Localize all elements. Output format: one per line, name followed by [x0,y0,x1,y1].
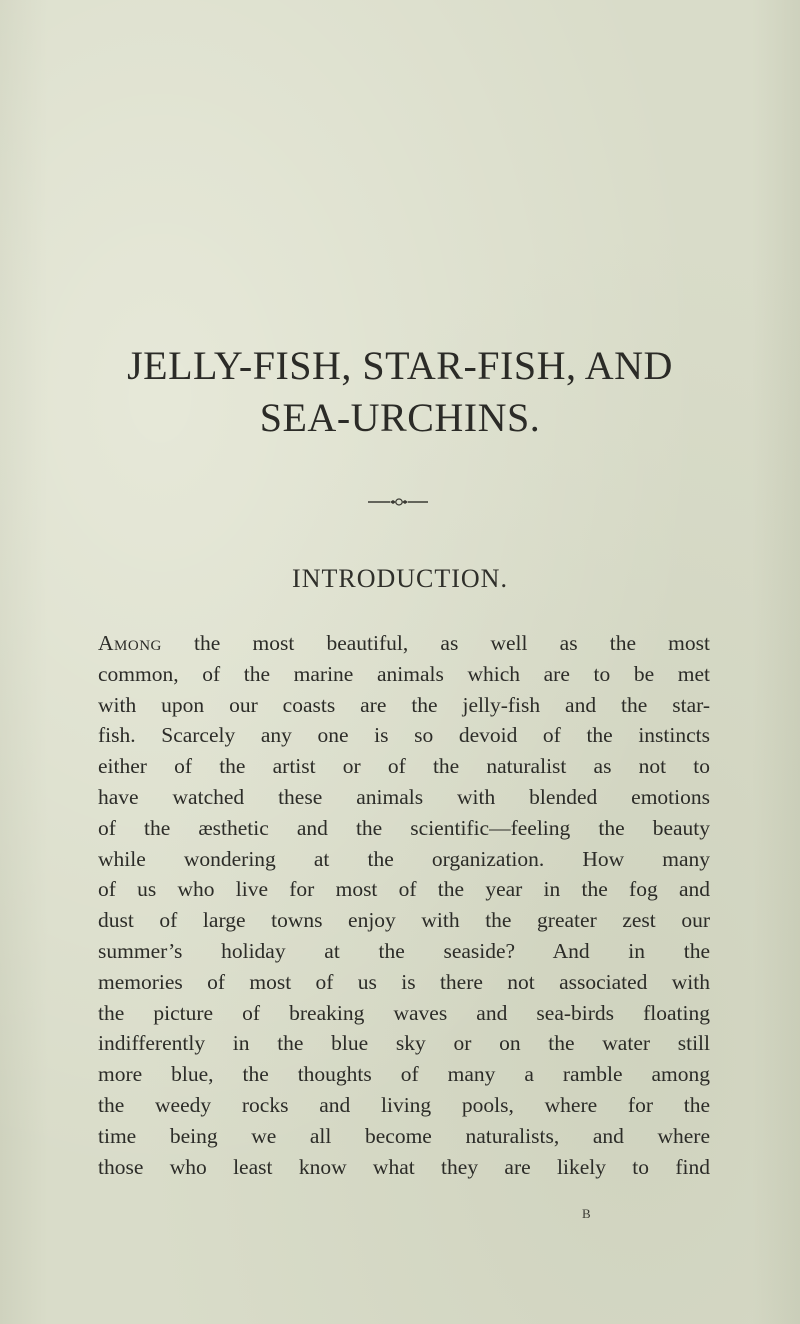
paragraph-line: fish. Scarcely any one is so devoid of the instincts [98,723,710,748]
section-heading: INTRODUCTION. [292,564,508,593]
paragraph-line: either of the artist or of the naturalist as not to [98,754,710,779]
paragraph-line: indifferently in the blue sky or on the water still [98,1031,710,1056]
paragraph-line: have watched these animals with blended emotions [98,784,710,809]
paragraph-line: the picture of breaking waves and sea-birds floating [98,1000,710,1025]
paragraph-line: the weedy rocks and living pools, where for the [98,1092,710,1117]
paragraph-line: of the æsthetic and the scientific—feeling the beauty [98,815,710,840]
paragraph-line: summer’s holiday at the seaside? And in the [98,938,710,963]
paragraph-line: while wondering at the organization. How many [98,846,710,871]
printer-signature-mark: B [582,1206,592,1221]
introduction-paragraph [98,628,710,1182]
paragraph-line: those who least know what they are likely to find [98,1154,710,1179]
paragraph-lead-word: Among [98,631,162,655]
ornament-rule-icon [366,497,430,507]
chapter-title-line-1: JELLY-FISH, STAR-FISH, AND [127,343,673,388]
paragraph-line: more blue, the thoughts of many a ramble among [98,1062,710,1087]
paragraph-line: of us who live for most of the year in the fog and [98,877,710,902]
paragraph-line: memories of most of us is there not associated with [98,969,710,994]
chapter-title-line-2: SEA-URCHINS. [259,395,541,440]
paragraph-first-line-text: the most beautiful, as well as the most [161,631,710,655]
paragraph-line: time being we all become naturalists, and where [98,1123,710,1148]
chapter-title [60,340,740,444]
paragraph-line [98,628,710,659]
paragraph-line: dust of large towns enjoy with the greater zest our [98,908,710,933]
paragraph-line: common, of the marine animals which are to be met [98,661,710,686]
paragraph-line: with upon our coasts are the jelly-fish and the star- [98,692,710,717]
